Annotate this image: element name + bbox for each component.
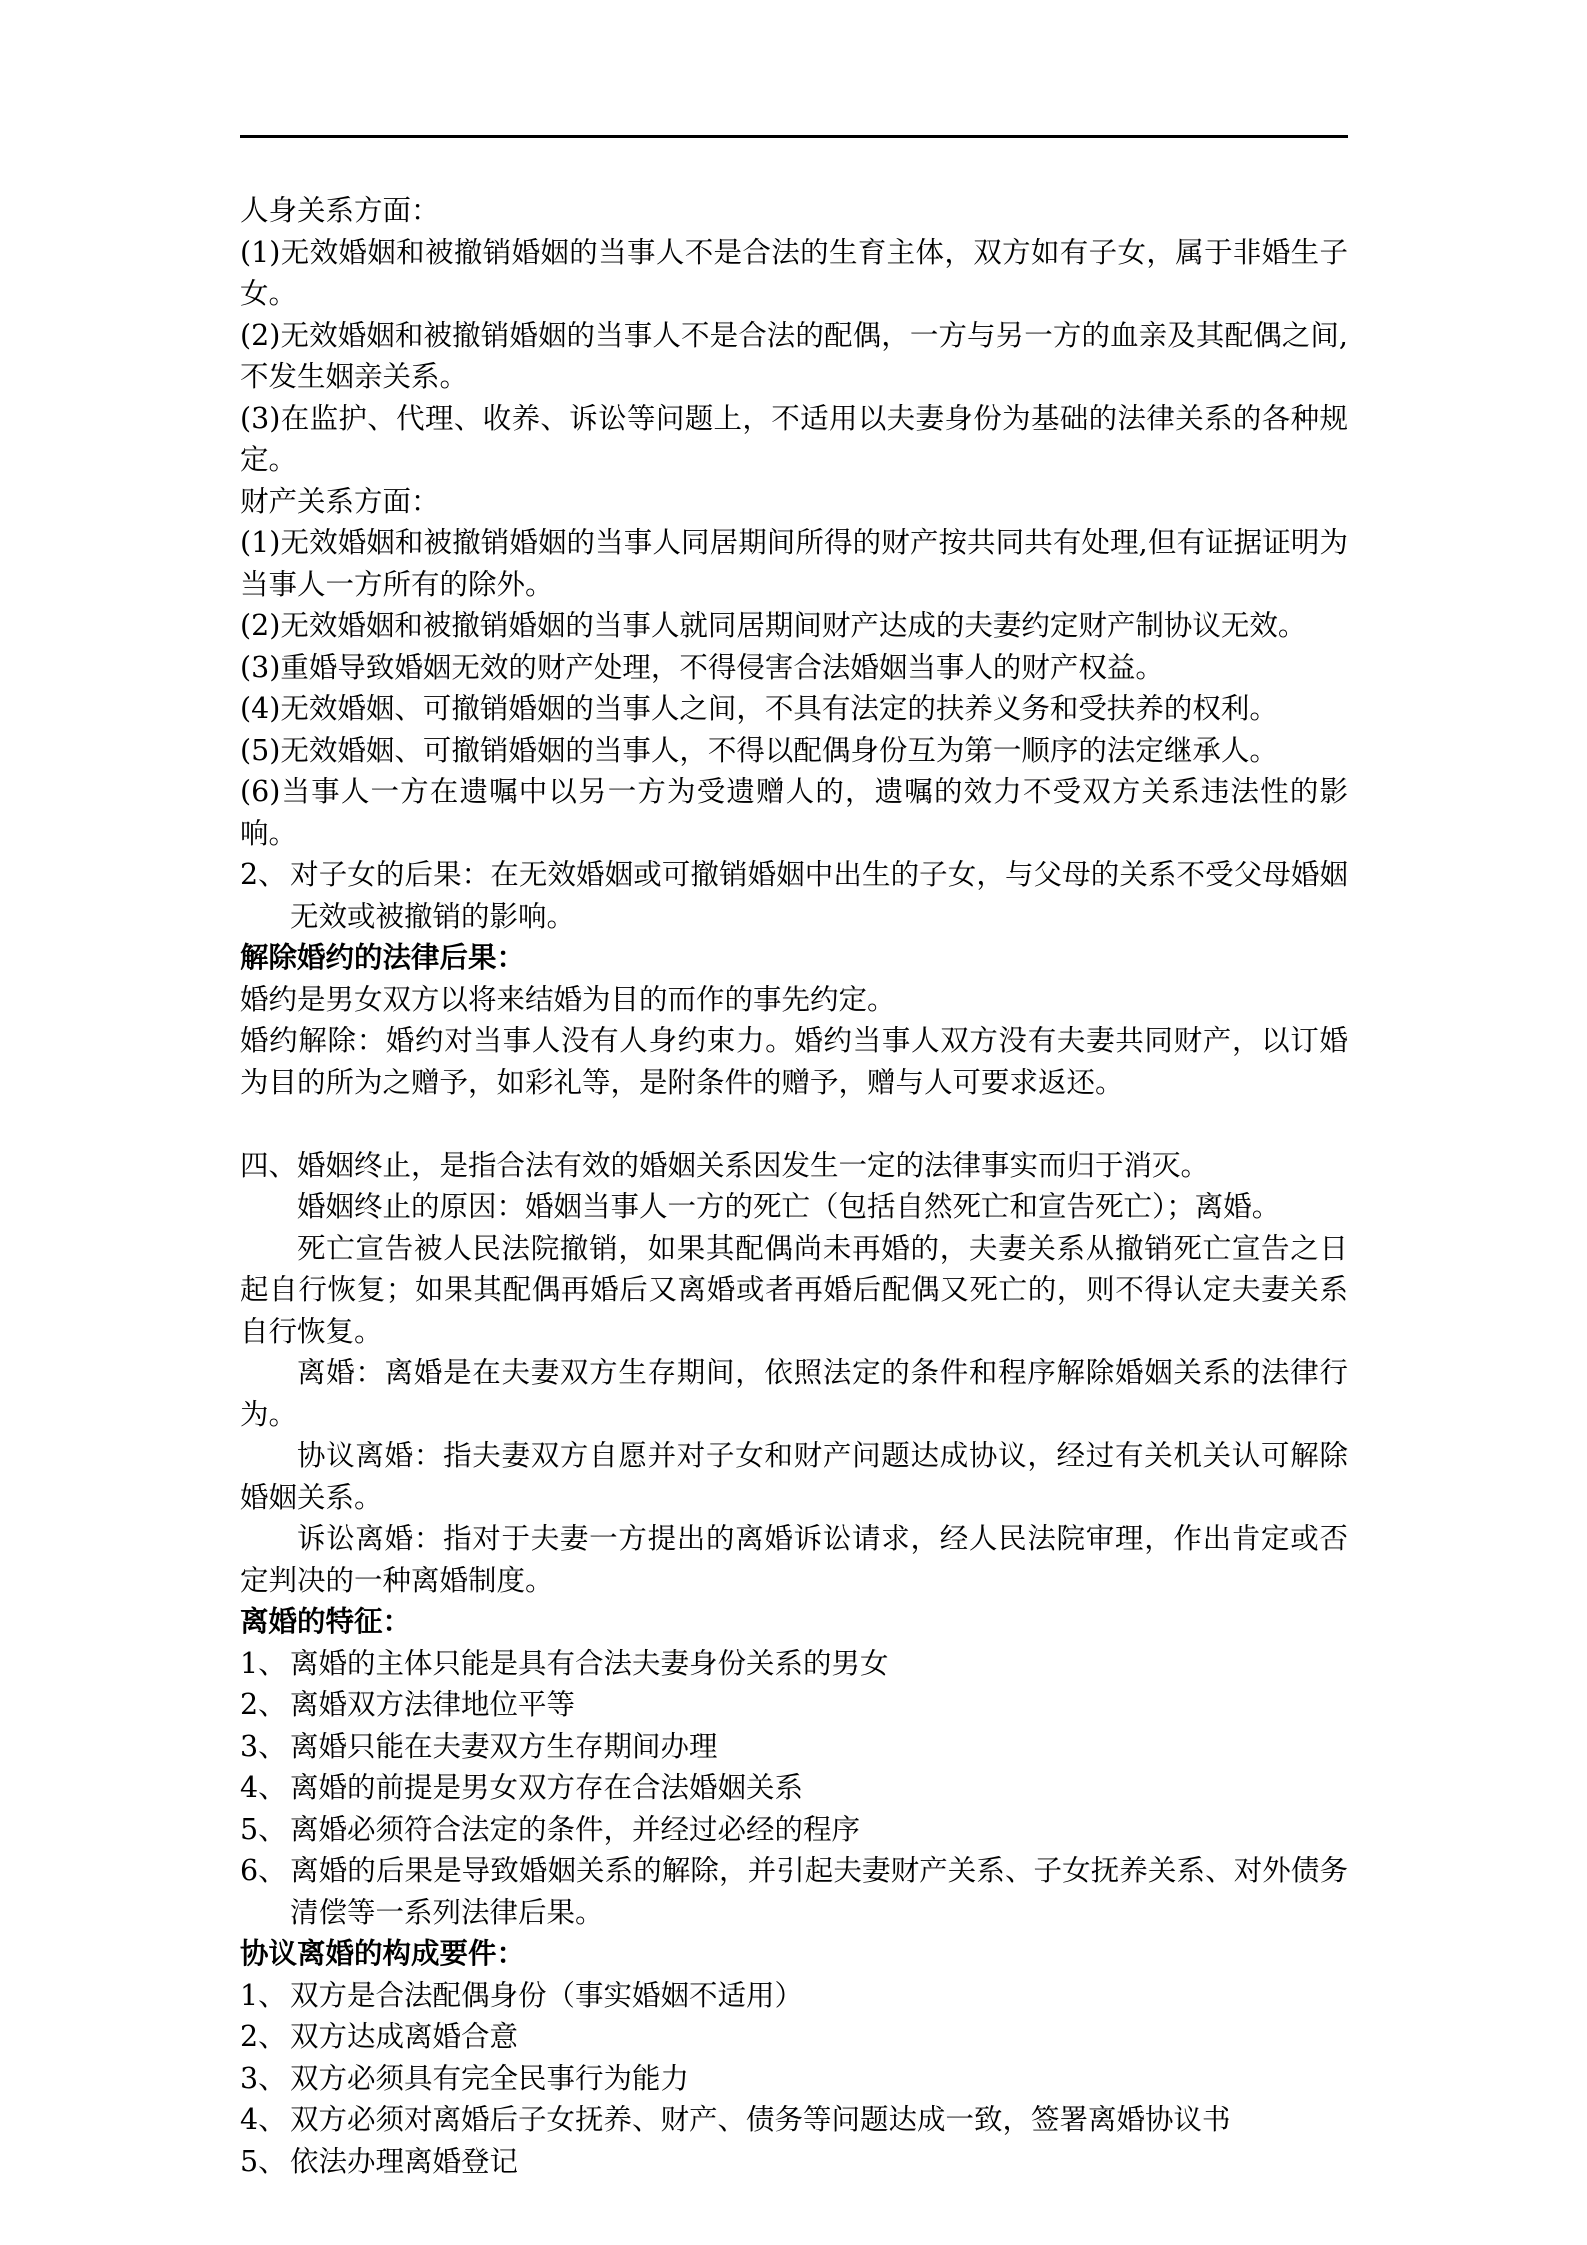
header-rule bbox=[240, 135, 1348, 138]
paragraph: 婚约解除：婚约对当事人没有人身约束力。婚约当事人双方没有夫妻共同财产，以订婚为目的所为之赠予，如彩礼等，是附条件的赠予，赠与人可要求返还。 bbox=[240, 1024, 1348, 1099]
list-number: 6、 bbox=[240, 1854, 287, 1887]
list-item bbox=[240, 1643, 1348, 1685]
paragraph: (2)无效婚姻和被撤销婚姻的当事人就同居期间财产达成的夫妻约定财产制协议无效。 bbox=[240, 609, 1307, 642]
paragraph: (3)重婚导致婚姻无效的财产处理，不得侵害合法婚姻当事人的财产权益。 bbox=[240, 650, 1164, 684]
section-heading: 解除婚约的法律后果： bbox=[240, 940, 526, 974]
list-item-text: 离婚只能在夫妻双方生存期间办理 bbox=[290, 1729, 718, 1763]
list-item bbox=[240, 1684, 1348, 1726]
list-number: 1、 bbox=[240, 1978, 287, 2012]
list-item-text: 双方必须具有完全民事行为能力 bbox=[290, 2061, 690, 2095]
list-number: 4、 bbox=[240, 2103, 287, 2136]
list-item bbox=[240, 1809, 1348, 1851]
list-item bbox=[240, 1850, 1348, 1933]
paragraph: (1)无效婚姻和被撤销婚姻的当事人同居期间所得的财产按共同共有处理,但有证据证明为当事人一方所有的除外。 bbox=[240, 526, 1348, 601]
list-item-text: 双方达成离婚合意 bbox=[290, 2020, 519, 2053]
list-item bbox=[240, 854, 1348, 937]
list-number: 3、 bbox=[240, 2061, 287, 2095]
list-item-text: 离婚的后果是导致婚姻关系的解除，并引起夫妻财产关系、子女抚养关系、对外债务清偿等一系列法律后果。 bbox=[290, 1854, 1348, 1929]
list-number: 1、 bbox=[240, 1646, 287, 1680]
paragraph: 协议离婚：指夫妻双方自愿并对子女和财产问题达成协议，经过有关机关认可解除婚姻关系。 bbox=[240, 1439, 1348, 1514]
paragraph: 离婚：离婚是在夫妻双方生存期间，依照法定的条件和程序解除婚姻关系的法律行为。 bbox=[240, 1356, 1348, 1431]
paragraph: (5)无效婚姻、可撤销婚姻的当事人，不得以配偶身份互为第一顺序的法定继承人。 bbox=[240, 733, 1278, 767]
list-number: 2、 bbox=[240, 1688, 287, 1721]
paragraph: (2)无效婚姻和被撤销婚姻的当事人不是合法的配偶，一方与另一方的血亲及其配偶之间,不发生姻亲关系。 bbox=[240, 318, 1348, 393]
blank-line bbox=[240, 1103, 1348, 1145]
list-number: 4、 bbox=[240, 1771, 287, 1804]
list-item bbox=[240, 1975, 1348, 2017]
list-item bbox=[240, 2099, 1348, 2141]
list-item-text: 离婚的前提是男女双方存在合法婚姻关系 bbox=[290, 1771, 804, 1804]
list-item-text: 依法办理离婚登记 bbox=[290, 2144, 519, 2178]
section-heading: 离婚的特征： bbox=[240, 1604, 412, 1638]
paragraph: 四、婚姻终止，是指合法有效的婚姻关系因发生一定的法律事实而归于消灭。 bbox=[240, 1148, 1210, 1182]
list-number: 3、 bbox=[240, 1729, 287, 1763]
list-item bbox=[240, 1726, 1348, 1768]
document-body bbox=[240, 190, 1348, 2182]
list-item bbox=[240, 2141, 1348, 2183]
list-item-text: 离婚双方法律地位平等 bbox=[290, 1688, 576, 1721]
paragraph: (3)在监护、代理、收养、诉讼等问题上，不适用以夫妻身份为基础的法律关系的各种规定。 bbox=[240, 401, 1348, 476]
section-heading: 协议离婚的构成要件： bbox=[240, 1936, 526, 1970]
paragraph: 人身关系方面： bbox=[240, 194, 440, 227]
paragraph: 婚姻终止的原因：婚姻当事人一方的死亡（包括自然死亡和宣告死亡）；离婚。 bbox=[297, 1190, 1281, 1223]
list-number: 2、 bbox=[240, 2020, 287, 2053]
list-number: 5、 bbox=[240, 2144, 287, 2178]
paragraph: 死亡宣告被人民法院撤销，如果其配偶尚未再婚的，夫妻关系从撤销死亡宣告之日起自行恢复；如果其配偶再婚后又离婚或者再婚后配偶又死亡的，则不得认定夫妻关系自行恢复。 bbox=[240, 1231, 1348, 1348]
list-item bbox=[240, 1767, 1348, 1809]
list-item bbox=[240, 2058, 1348, 2100]
list-item-text: 离婚必须符合法定的条件，并经过必经的程序 bbox=[290, 1812, 861, 1846]
list-item-text: 双方必须对离婚后子女抚养、财产、债务等问题达成一致，签署离婚协议书 bbox=[290, 2103, 1231, 2136]
paragraph: (4)无效婚姻、可撤销婚姻的当事人之间，不具有法定的扶养义务和受扶养的权利。 bbox=[240, 692, 1278, 725]
list-number: 5、 bbox=[240, 1812, 287, 1846]
list-number: 2、 bbox=[240, 858, 287, 891]
paragraph: 婚约是男女双方以将来结婚为目的而作的事先约定。 bbox=[240, 982, 896, 1016]
paragraph: (1)无效婚姻和被撤销婚姻的当事人不是合法的生育主体，双方如有子女，属于非婚生子女。 bbox=[240, 235, 1348, 310]
paragraph: (6)当事人一方在遗嘱中以另一方为受遗赠人的，遗嘱的效力不受双方关系违法性的影响。 bbox=[240, 775, 1348, 850]
list-item-text: 双方是合法配偶身份（事实婚姻不适用） bbox=[290, 1978, 804, 2012]
list-item-text: 离婚的主体只能是具有合法夫妻身份关系的男女 bbox=[290, 1646, 889, 1680]
list-item bbox=[240, 2016, 1348, 2058]
paragraph: 财产关系方面： bbox=[240, 484, 440, 518]
paragraph: 诉讼离婚：指对于夫妻一方提出的离婚诉讼请求，经人民法院审理，作出肯定或否定判决的一种离婚制度。 bbox=[240, 1522, 1348, 1597]
list-item-text: 对子女的后果：在无效婚姻或可撤销婚姻中出生的子女，与父母的关系不受父母婚姻无效或被撤销的影响。 bbox=[290, 858, 1348, 933]
